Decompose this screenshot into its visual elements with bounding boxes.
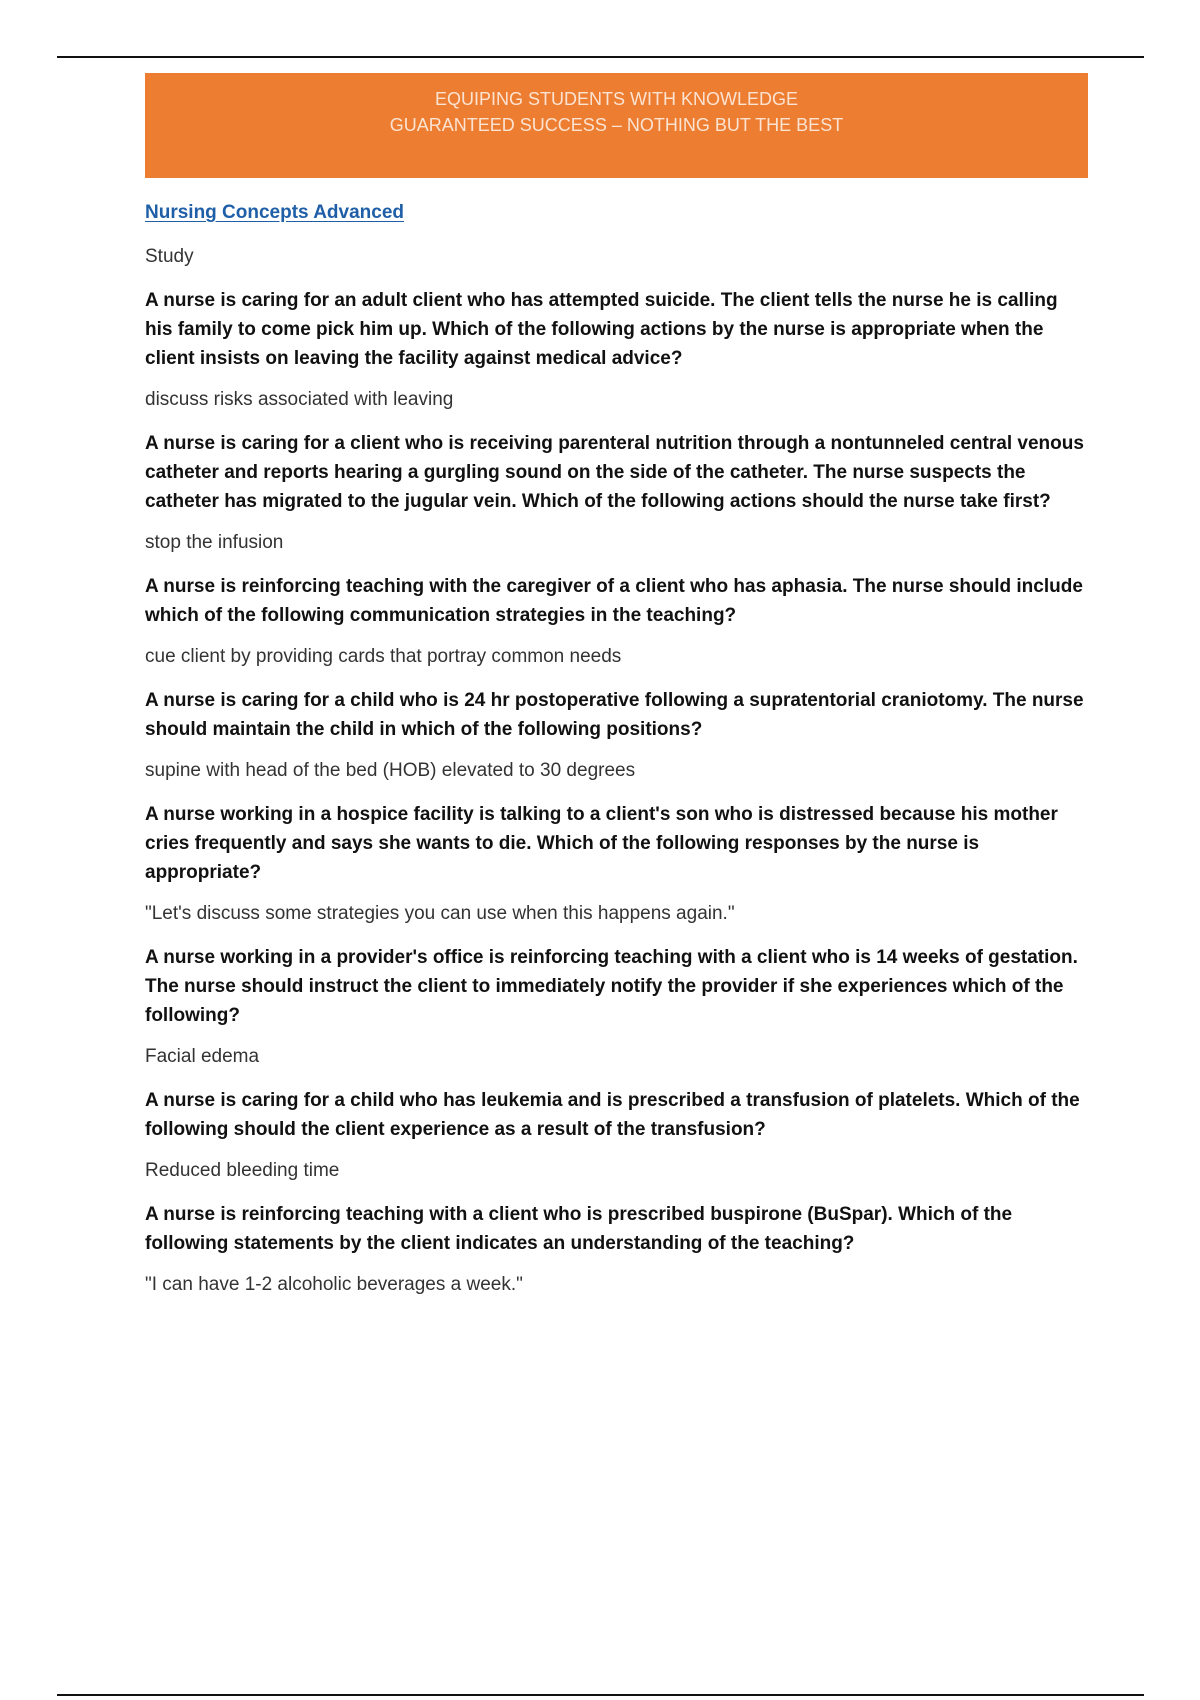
header-banner <box>145 73 1088 178</box>
qa-item <box>145 1200 1090 1298</box>
answer-text: discuss risks associated with leaving <box>145 389 454 410</box>
qa-item <box>145 943 1090 1070</box>
question-text: A nurse working in a hospice facility is talking to a client's son who is distressed because his mother cries frequently and says she wants to die. Which of the following responses by the nurse is appropriate? <box>145 804 1058 883</box>
qa-item <box>145 800 1090 927</box>
course-title-link[interactable]: Nursing Concepts Advanced <box>145 202 405 223</box>
document-body <box>145 202 1090 1314</box>
answer-text: supine with head of the bed (HOB) elevated to 30 degrees <box>145 760 636 781</box>
answer-text: Reduced bleeding time <box>145 1160 340 1181</box>
question-text: A nurse working in a provider's office is reinforcing teaching with a client who is 14 weeks of gestation. The nurse should instruct the client to immediately notify the provider if she experiences which of the following? <box>145 947 1078 1026</box>
question-text: A nurse is caring for an adult client who has attempted suicide. The client tells the nurse he is calling his family to come pick him up. Which of the following actions by the nurse is appropriate when the client insists on leaving the facility against medical advice? <box>145 290 1058 369</box>
question-text: A nurse is reinforcing teaching with the caregiver of a client who has aphasia. The nurse should include which of the following communication strategies in the teaching? <box>145 576 1083 626</box>
bottom-divider <box>57 1694 1144 1696</box>
banner-line-2: GUARANTEED SUCCESS – NOTHING BUT THE BEST <box>389 115 844 135</box>
answer-text: stop the infusion <box>145 532 284 553</box>
answer-text: "Let's discuss some strategies you can use when this happens again." <box>145 903 735 924</box>
qa-item <box>145 686 1090 784</box>
qa-item <box>145 572 1090 670</box>
question-text: A nurse is caring for a child who is 24 hr postoperative following a supratentorial craniotomy. The nurse should maintain the child in which of the following positions? <box>145 690 1084 740</box>
top-divider <box>57 56 1144 58</box>
qa-item <box>145 286 1090 413</box>
answer-text: cue client by providing cards that portray common needs <box>145 646 622 667</box>
subtitle: Study <box>145 246 194 267</box>
question-text: A nurse is reinforcing teaching with a client who is prescribed buspirone (BuSpar). Which of the following statements by the client indicates an understanding of the teaching? <box>145 1204 1013 1254</box>
qa-item <box>145 1086 1090 1184</box>
answer-text: Facial edema <box>145 1046 260 1067</box>
banner-line-1: EQUIPING STUDENTS WITH KNOWLEDGE <box>434 89 799 109</box>
qa-item <box>145 429 1090 556</box>
question-text: A nurse is caring for a child who has leukemia and is prescribed a transfusion of platelets. Which of the following should the client experience as a result of the transfusion? <box>145 1090 1080 1140</box>
question-text: A nurse is caring for a client who is receiving parenteral nutrition through a nontunneled central venous catheter and reports hearing a gurgling sound on the side of the catheter. The nurse suspects the catheter has migrated to the jugular vein. Which of the following actions should the nurse take first? <box>145 433 1084 512</box>
answer-text: "I can have 1-2 alcoholic beverages a week." <box>145 1274 523 1295</box>
